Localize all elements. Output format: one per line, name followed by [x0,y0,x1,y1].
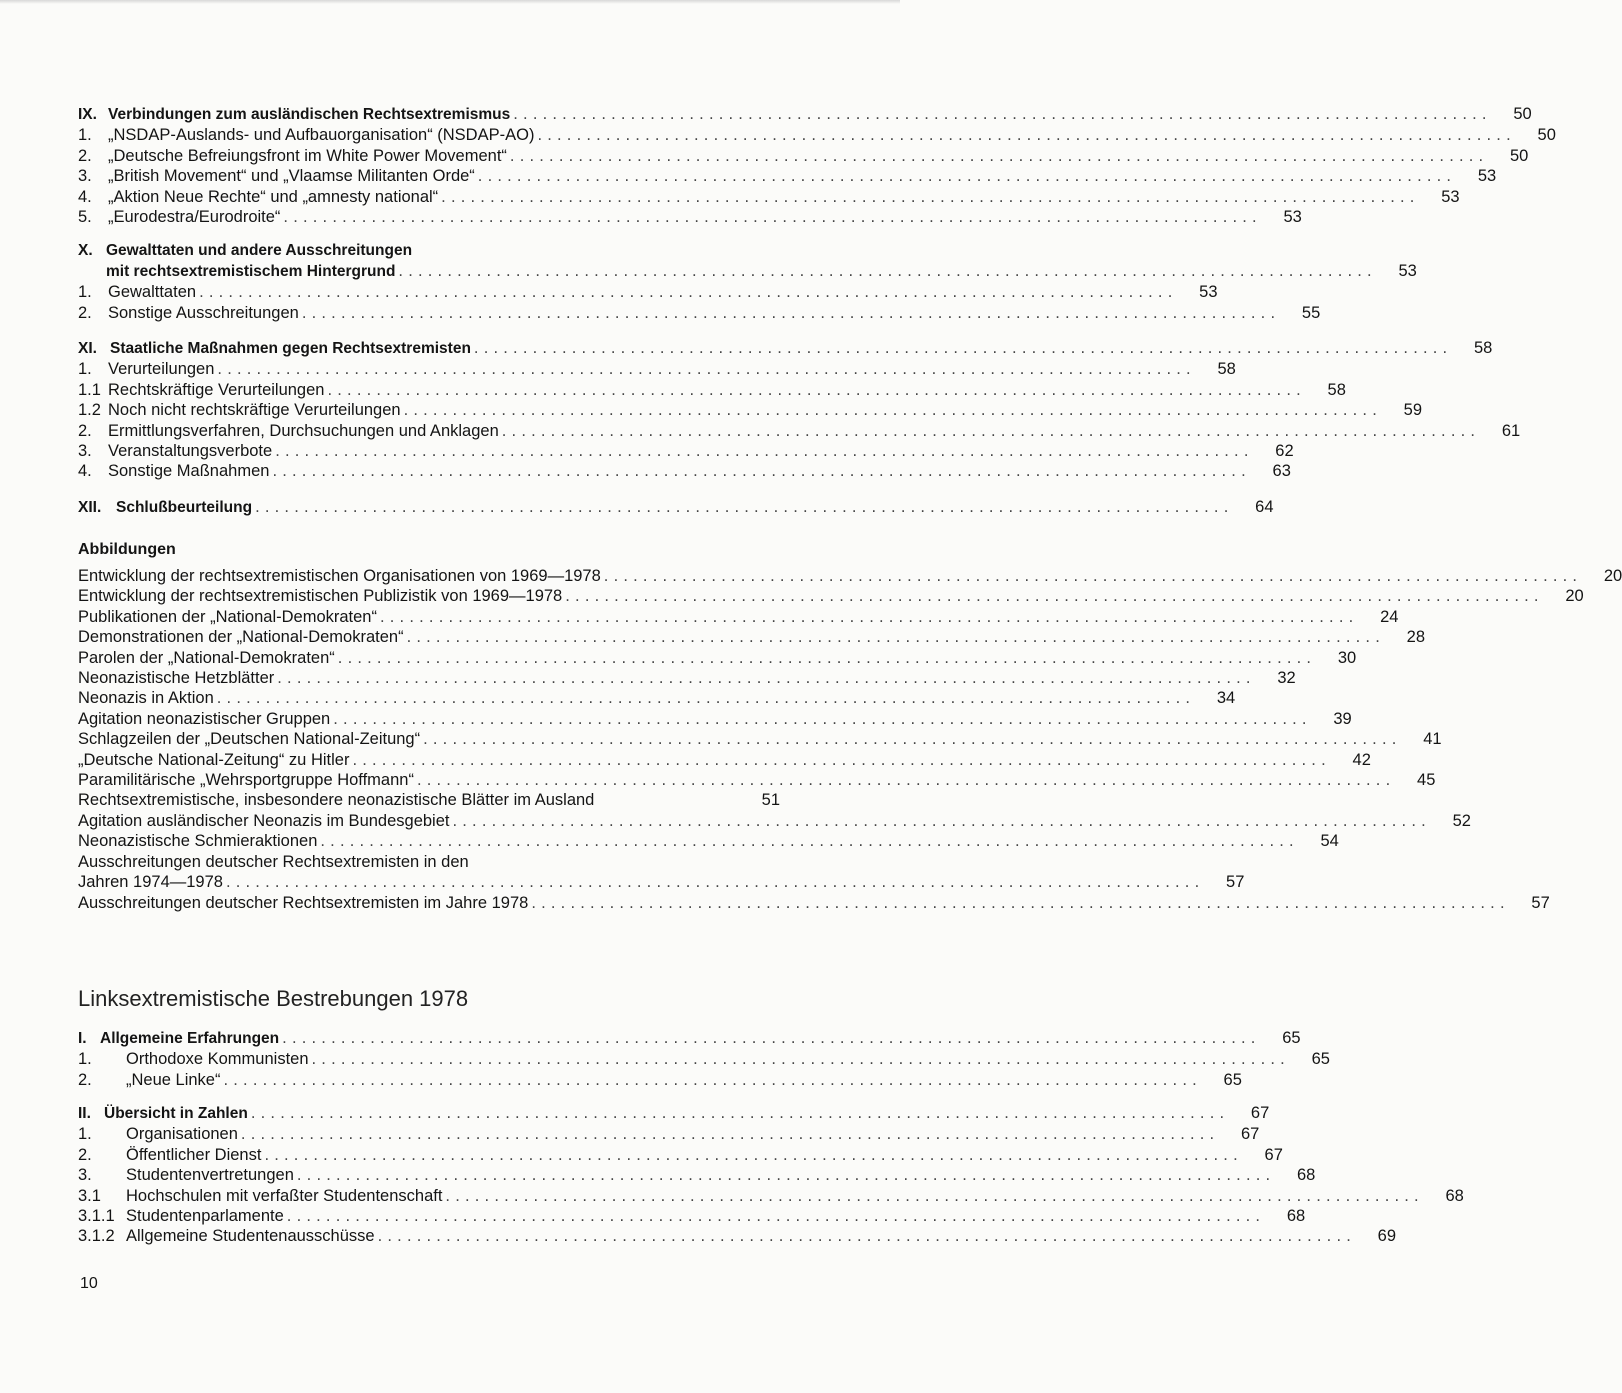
figure-entry [78,627,1425,647]
page-number: 10 [80,1275,98,1292]
leader-dots: .................................................................................................... [603,567,1583,585]
figure-title: Neonazistische Hetzblätter [78,669,275,688]
figure-page: 57 [1226,873,1245,892]
entry-number: XII. [78,499,102,516]
leader-dots: .................................................................................................... [240,1125,1220,1144]
figure-entry [78,729,1442,749]
leader-dots: .................................................................................................... [333,709,1312,728]
toc-entry [78,125,1556,145]
figure-entry [78,648,1357,668]
entry-page: 59 [1403,401,1423,420]
figure-entry [78,566,1622,586]
entry-title: Verurteilungen [108,360,215,379]
leader-dots: .................................................................................................... [416,771,1396,790]
leader-dots: .................................................................................................... [320,832,1299,851]
figure-title: Ausschreitungen deutscher Rechtsextremisten im Jahre 1978 [78,893,529,912]
figure-page: 34 [1216,689,1236,708]
figure-entry [78,770,1436,790]
leader-dots: .................................................................................................... [509,146,1489,165]
entry-page: 50 [1509,146,1529,165]
figure-title: „Deutsche National-Zeitung“ zu Hitler [78,750,350,769]
leader-dots: .................................................................................................... [283,208,1262,227]
leader-dots: .................................................................................................... [423,730,1402,749]
entry-page: 55 [1301,303,1321,322]
toc-entry [78,1103,1270,1124]
leader-dots: .................................................................................................... [513,105,1492,123]
entry-number: 1. [78,1050,92,1069]
figure-entry [78,688,1236,708]
entry-number: 1. [78,360,92,379]
entry-page: 65 [1311,1050,1330,1069]
entry-page: 65 [1282,1029,1301,1047]
entry-number: I. [78,1030,87,1047]
entry-number: 1.1 [78,380,101,399]
toc-entry [78,461,1291,481]
leader-dots: .................................................................................................... [403,401,1383,420]
leader-dots: .................................................................................................... [217,360,1196,379]
toc-entry [78,303,1321,323]
figure-title: Rechtsextremistische, insbesondere neonazistische Blätter im Ausland [78,791,595,810]
figure-entry [78,709,1352,729]
leader-dots: .................................................................................................... [452,811,1431,830]
toc-entry [78,359,1236,379]
figure-entry [78,872,1245,892]
figure-title: Neonazis in Aktion [78,689,214,708]
figure-entry [78,831,1339,851]
entry-title-line1: Gewalttaten und andere Ausschreitungen [106,242,413,259]
figure-entry [78,893,1550,913]
toc-entry [78,421,1521,441]
entry-number: 3. [78,1166,92,1185]
toc-entry [78,380,1346,400]
toc-entry [78,1165,1316,1185]
entry-page: 62 [1275,442,1294,461]
section-heading [78,241,780,261]
entry-page: 67 [1250,1104,1270,1122]
leader-dots: .................................................................................................... [398,262,1377,280]
entry-number: 3.1.1 [78,1207,115,1226]
leader-dots: .................................................................................................... [441,187,1420,206]
figure-page: 28 [1406,628,1425,647]
entry-title: Verbindungen zum ausländischen Rechtsextremismus [108,106,511,123]
leader-dots: .................................................................................................... [477,167,1457,186]
toc-section-xii [78,497,1274,518]
figure-page: 54 [1320,832,1339,851]
entry-page: 53 [1398,262,1417,280]
entry-page: 53 [1477,167,1497,186]
toc-entry [78,1206,1306,1226]
entry-title: Hochschulen mit verfaßter Studentenschaft [126,1186,443,1205]
toc-section-x [78,241,1417,323]
entry-number: 4. [78,462,92,481]
toc-entry [78,441,1294,461]
entry-page: 53 [1441,187,1460,206]
figure-page: 52 [1452,811,1471,830]
page-edge [0,0,900,4]
entry-title: Staatliche Maßnahmen gegen Rechtsextremisten [110,340,471,357]
leader-dots: .................................................................................................... [264,1145,1243,1164]
figure-page: 51 [761,791,780,810]
toc-entry [78,1226,1397,1246]
leader-dots: .................................................................................................... [337,648,1317,667]
leader-dots: .................................................................................................... [537,126,1516,145]
entry-title: Organisationen [126,1125,238,1144]
entry-number: 3.1 [78,1186,101,1205]
figure-title: Publikationen der „National-Demokraten“ [78,607,377,626]
entry-page: 58 [1217,360,1236,379]
entry-number: 1. [78,126,92,145]
entry-title: „Neue Linke“ [126,1070,221,1089]
entry-title: Gewalttaten [108,283,197,302]
figure-entry [78,790,780,810]
figure-entry-line1 [78,852,780,872]
entry-title: „Aktion Neue Rechte“ und „amnesty national“ [108,187,439,206]
entry-number: 3. [78,167,92,186]
entry-title: Allgemeine Erfahrungen [100,1030,280,1047]
entry-title: Übersicht in Zahlen [104,1105,248,1122]
entry-number: IX. [78,106,97,123]
entry-title: Veranstaltungsverbote [108,442,273,461]
entry-number: 2. [78,146,92,165]
leader-dots: .................................................................................................... [282,1029,1261,1047]
chapter-title: Linksextremistische Bestrebungen 1978 [78,986,469,1011]
figure-title: Entwicklung der rechtsextremistischen Publizistik von 1969—1978 [78,587,563,606]
figure-entry [78,750,1371,770]
toc-entry [78,187,1460,207]
leader-dots: .................................................................................................... [301,303,1281,322]
entry-page: 67 [1264,1145,1283,1164]
entry-number: 2. [78,421,92,440]
entry-number: 2. [78,303,92,322]
leader-dots: .................................................................................................... [327,380,1306,399]
entry-page: 50 [1537,126,1556,145]
entry-page: 58 [1474,339,1493,357]
leader-dots: .................................................................................................... [565,587,1544,606]
entry-title: Studentenparlamente [126,1207,284,1226]
leader-dots: .................................................................................................... [277,669,1256,688]
figure-page: 45 [1417,771,1436,790]
entry-title: Allgemeine Studentenausschüsse [126,1227,375,1246]
toc-entry [78,1028,1301,1049]
toc-left-section-ii [78,1103,1464,1247]
figures-heading: Abbildungen [78,541,176,558]
leader-dots: .................................................................................................... [225,873,1205,892]
entry-page: 61 [1501,421,1521,440]
entry-page: 67 [1241,1125,1260,1144]
figure-page: 42 [1352,750,1371,769]
toc-entry [78,261,1417,282]
figure-page: 41 [1423,730,1442,749]
entry-number: 1. [78,283,92,302]
toc-section-ix [78,104,1556,227]
entry-title: Studentenvertretungen [126,1166,294,1185]
entry-page: 50 [1513,105,1532,123]
leader-dots: .................................................................................................... [311,1050,1290,1069]
entry-page: 64 [1255,498,1274,516]
toc-entry [78,146,1529,166]
toc-section-xi [78,338,1521,482]
entry-page: 65 [1223,1070,1242,1089]
figure-page: 32 [1277,669,1296,688]
leader-dots: .................................................................................................... [406,628,1385,647]
entry-title: Rechtskräftige Verurteilungen [108,380,325,399]
toc-entry [78,1049,1330,1069]
toc-figures [78,540,1622,913]
leader-dots: .................................................................................................... [255,498,1234,516]
entry-number: 2. [78,1070,92,1089]
figure-page: 24 [1380,607,1399,626]
entry-title: „NSDAP-Auslands- und Aufbauorganisation“ (NSDAP-AO) [108,126,535,145]
figure-entry [78,811,1471,831]
entry-number: 2. [78,1145,92,1164]
leader-dots: .................................................................................................... [379,607,1359,626]
entry-title: „Deutsche Befreiungsfront im White Power Movement“ [108,146,507,165]
entry-title: „Eurodestra/Eurodroite“ [108,208,281,227]
figure-page: 20 [1565,587,1584,606]
entry-number: 1. [78,1125,92,1144]
entry-page: 63 [1272,462,1291,481]
toc-entry [78,338,1493,359]
entry-page: 53 [1199,283,1218,302]
figure-page: 57 [1531,893,1550,912]
figure-title: Agitation neonazistischer Gruppen [78,709,331,728]
entry-title: Schlußbeurteilung [116,499,253,516]
leader-dots: .................................................................................................... [216,689,1196,708]
figure-entry [78,607,1399,627]
entry-title: Sonstige Maßnahmen [108,462,270,481]
entry-number: XI. [78,340,97,357]
leader-dots: .................................................................................................... [286,1207,1266,1226]
leader-dots: .................................................................................................... [352,750,1331,769]
entry-title: Öffentlicher Dienst [126,1145,262,1164]
entry-page: 68 [1296,1166,1316,1185]
leader-dots: .................................................................................................... [272,462,1251,481]
figure-title: Ausschreitungen deutscher Rechtsextremisten in den [78,852,469,871]
toc-entry [78,104,1532,125]
leader-dots: .................................................................................................... [296,1166,1276,1185]
figure-title: Demonstrationen der „National-Demokraten“ [78,628,404,647]
toc-entry [78,497,1274,518]
entry-number: II. [78,1105,91,1122]
leader-dots: .................................................................................................... [199,283,1178,302]
entry-page: 69 [1377,1227,1397,1246]
figure-title: Agitation ausländischer Neonazis im Bundesgebiet [78,811,450,830]
toc-entry [78,1070,1242,1090]
entry-number: 5. [78,208,92,227]
toc-left-section-i [78,1028,1330,1090]
entry-page: 68 [1445,1186,1464,1205]
entry-number: 1.2 [78,401,101,420]
leader-dots: .................................................................................................... [275,442,1254,461]
toc-entry [78,166,1497,186]
toc-entry [78,1124,1260,1144]
entry-title: „British Movement“ und „Vlaamse Militanten Orde“ [108,167,475,186]
toc-entry [78,207,1302,227]
entry-title: Noch nicht rechtskräftige Verurteilungen [108,401,401,420]
figure-title: Neonazistische Schmieraktionen [78,832,318,851]
leader-dots: .................................................................................................... [223,1070,1202,1089]
leader-dots: .................................................................................................... [377,1227,1357,1246]
toc-entry [78,1145,1283,1165]
leader-dots: .................................................................................................... [473,339,1453,357]
entry-number: 4. [78,187,92,206]
figure-page: 20 [1603,567,1622,585]
figure-entry [78,668,1296,688]
leader-dots: .................................................................................................... [531,893,1510,912]
toc-entry [78,400,1423,420]
entry-title: Orthodoxe Kommunisten [126,1050,309,1069]
entry-title-line2: mit rechtsextremistischem Hintergrund [106,263,396,280]
figure-entry [78,586,1584,606]
figure-title: Entwicklung der rechtsextremistischen Organisationen von 1969—1978 [78,567,601,585]
entry-title: Ermittlungsverfahren, Durchsuchungen und Anklagen [108,421,499,440]
entry-number: 3.1.2 [78,1227,115,1246]
entry-page: 58 [1327,380,1346,399]
leader-dots: .................................................................................................... [250,1104,1230,1122]
figure-page: 39 [1333,709,1352,728]
figure-title: Parolen der „National-Demokraten“ [78,648,335,667]
toc-entry [78,1186,1464,1206]
entry-page: 68 [1286,1207,1306,1226]
entry-title: Sonstige Ausschreitungen [108,303,299,322]
leader-dots: .................................................................................................... [501,421,1481,440]
figure-title: Jahren 1974—1978 [78,873,223,892]
figure-title: Schlagzeilen der „Deutschen National-Zeitung“ [78,730,421,749]
entry-page: 53 [1283,208,1302,227]
entry-number: X. [78,242,93,259]
figure-page: 30 [1337,648,1357,667]
leader-dots: .................................................................................................... [445,1186,1424,1205]
entry-number: 3. [78,442,92,461]
toc-entry [78,282,1218,302]
figure-title: Paramilitärische „Wehrsportgruppe Hoffmann“ [78,771,414,790]
